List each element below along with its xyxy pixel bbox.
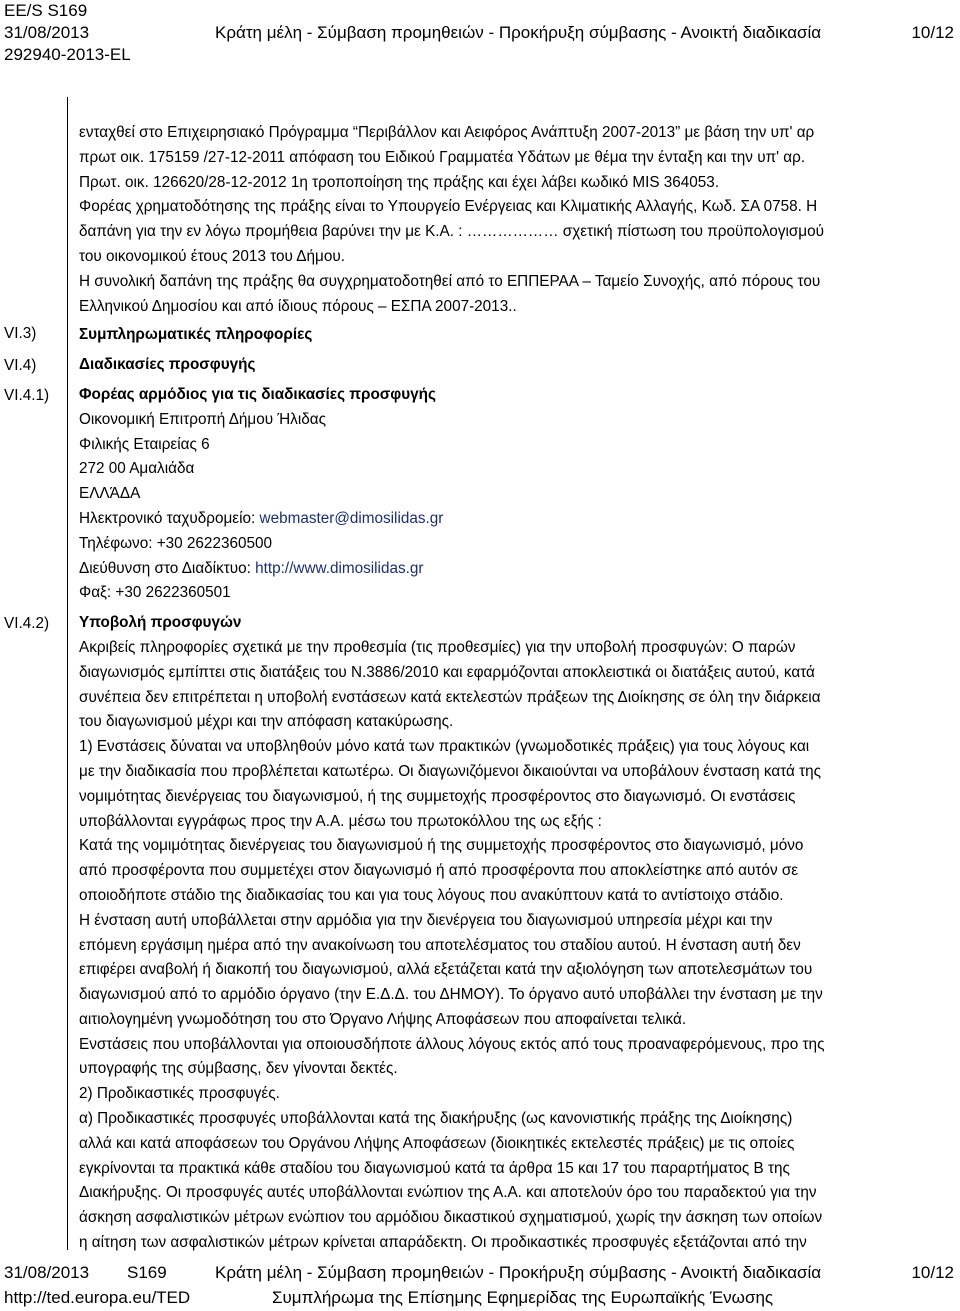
section-number-vi42: VI.4.2)	[4, 615, 50, 632]
email-link[interactable]: webmaster@dimosilidas.gr	[259, 509, 444, 527]
phone-line	[79, 532, 945, 557]
header-date: 31/08/2013	[4, 23, 90, 42]
phone-value: +30 2622360500	[156, 534, 272, 552]
text-line: Φορέας χρηματοδότησης της πράξης είναι το Υπουργείο Ενέργειας και Κλιματικής Αλλαγής, Κωδ. ΣΑ 0758. Η	[79, 198, 818, 216]
text-line: ενταχθεί στο Επιχειρησιακό Πρόγραμμα “Περιβάλλον και Αειφόρος Ανάπτυξη 2007-2013” με βάση την υπ' αρ	[79, 124, 815, 141]
doc-code: EE/S S169	[4, 1, 88, 20]
section-number-vi3: VI.3)	[4, 325, 37, 342]
fax-line	[79, 581, 945, 606]
funding-paragraph	[79, 121, 945, 319]
text-line: Διακήρυξης. Οι προσφυγές αυτές υποβάλλονται ενώπιον της Α.Α. και αποτελούν όρο του παραδεκτού για την	[79, 1184, 817, 1202]
section-title-vi42: Υποβολή προσφυγών	[79, 614, 242, 632]
text-line: Ακριβείς πληροφορίες σχετικά με την προθεσμία (τις προθεσμίες) για την υποβολή προσφυγών: Ο παρών	[79, 638, 796, 656]
website-label: Διεύθυνση στο Διαδίκτυο:	[79, 559, 256, 577]
authority-name: Οικονομική Επιτροπή Δήμου Ήλιδας	[79, 410, 326, 428]
text-line: επιφέρει αναβολή ή διακοπή του διαγωνισμού, αλλά εξετάζεται κατά την αξιολόγηση των αποτελεσμάτων του	[79, 961, 813, 979]
text-line: εγκρίνονται τα πρακτικά κάθε σταδίου του διαγωνισμού κατά τα άρθρα 15 και 17 του παραρτήματος Β της	[79, 1159, 790, 1177]
footer-page-number: 10/12	[911, 1263, 954, 1282]
header-title: Κράτη μέλη - Σύμβαση προμηθειών - Προκήρυξη σύμβασης - Ανοικτή διαδικασία	[215, 23, 822, 42]
text-line: του διαγωνισμού μέχρι και την απόφαση κατακύρωσης.	[79, 713, 454, 731]
text-line: νομιμότητας διενέργειας του διαγωνισμού, ή της συμμετοχής προσφέροντος στο διαγωνισμό. Οι ενστάσεις	[79, 787, 796, 805]
text-line: πρωτ οικ. 175159 /27-12-2011 απόφαση του Ειδικού Γραμματέα Υδάτων με θέμα την ένταξη και την υπ' αρ.	[79, 148, 806, 166]
text-line: συνέπεια δεν επιτρέπεται η υποβολή ενστάσεων κατά εκτελεστών πράξεων της Διοίκησης σε όλη την διάρκεια	[79, 688, 821, 706]
text-line: οποιοδήποτε στάδιο της διαδικασίας του και για τους λόγους που ανακύπτουν κατά το αντίστοιχο στάδιο.	[79, 886, 784, 904]
street-address: Φιλικής Εταιρείας 6	[79, 435, 210, 453]
text-line: Κατά της νομιμότητας διενέργειας του διαγωνισμού ή της συμμετοχής προσφέροντος στο διαγωνισμό, μόνο	[79, 837, 804, 855]
text-line: 1) Ενστάσεις δύναται να υποβληθούν μόνο κατά των πρακτικών (γνωμοδοτικές πράξεις) για τους λόγους και	[79, 738, 810, 756]
postal-code: 272 00 Αμαλιάδα	[79, 460, 195, 478]
email-label: Ηλεκτρονικό ταχυδρομείο:	[79, 509, 260, 527]
footer-url-link[interactable]: http://ted.europa.eu/TED	[4, 1288, 191, 1307]
notice-id: 292940-2013-EL	[4, 45, 131, 64]
footer-supplement: Συμπλήρωμα της Επίσημης Εφημερίδας της Ευρωπαϊκής Ένωσης	[272, 1288, 774, 1307]
appeals-body-address	[79, 408, 945, 606]
fax-label: Φαξ:	[79, 584, 116, 602]
page-header	[0, 0, 960, 68]
text-line: Ενστάσεις που υποβάλλονται για οποιουσδήποτε άλλους λόγους εκτός από τους προαναφερόμενους, προ της	[79, 1035, 825, 1053]
text-line: α) Προδικαστικές προσφυγές υποβάλλονται κατά της διακήρυξης (ως κανονιστικής πράξης της Διοίκησης)	[79, 1110, 793, 1128]
section-number-vi4: VI.4)	[4, 357, 37, 374]
section-title-vi4: Διαδικασίες προσφυγής	[79, 356, 256, 374]
text-line: του οικονομικού έτους 2013 του Δήμου.	[79, 247, 345, 265]
header-page-number: 10/12	[911, 23, 954, 42]
text-line: υποβάλλονται εγγράφως προς την Α.Α. μέσω του πρωτοκόλλου της ως εξής :	[79, 812, 602, 830]
footer-series: S169	[127, 1263, 167, 1282]
section-title-vi41: Φορέας αρμόδιος για τις διαδικασίες προσφυγής	[79, 385, 436, 403]
footer-title: Κράτη μέλη - Σύμβαση προμηθειών - Προκήρυξη σύμβασης - Ανοικτή διαδικασία	[215, 1263, 822, 1282]
text-line: Η συνολική δαπάνη της πράξης θα συγχρηματοδοτηθεί από το ΕΠΠΕΡΑΑ – Ταμείο Συνοχής, από πόρους του	[79, 272, 821, 290]
text-line: δαπάνη για την εν λόγω προμήθεια βαρύνει την με Κ.Α. : ……………… σχετική πίστωση του προϋπολογισμού	[79, 223, 824, 241]
website-link[interactable]: http://www.dimosilidas.gr	[255, 559, 424, 577]
text-line: υπογραφής της σύμβασης, δεν γίνονται δεκτές.	[79, 1060, 398, 1078]
text-line: αλλά και κατά αποφάσεων του Οργάνου Λήψης Αποφάσεων (διοικητικές εκτελεστές πράξεις) με τις οποίες	[79, 1134, 795, 1152]
text-line: αιτιολογημένη γνωμοδότηση του στο Όργανο Λήψης Αποφάσεων που αποφαίνεται τελικά.	[79, 1010, 687, 1028]
text-line: διαγωνισμός εμπίπτει στις διατάξεις του Ν.3886/2010 και εφαρμόζονται αποκλειστικά οι διατάξεις αυτού, κατά	[79, 663, 815, 681]
email-line	[79, 507, 945, 532]
text-line: 2) Προδικαστικές προσφυγές.	[79, 1085, 280, 1103]
text-line: η αίτηση των ασφαλιστικών μέτρων κρίνεται απαράδεκτη. Οι προδικαστικές προσφυγές εξετάζονται από την	[79, 1234, 807, 1252]
text-line: άσκηση ασφαλιστικών μέτρων ενώπιον του αρμόδιου δικαστικού σχηματισμού, χωρίς την άσκηση των οποίων	[79, 1209, 823, 1227]
text-line: από προσφέροντα που συμμετέχει στον διαγωνισμό ή από προσφέροντα που αποκλείστηκε από αυτόν σε	[79, 862, 799, 880]
footer-date: 31/08/2013	[4, 1263, 90, 1282]
website-line	[79, 557, 945, 582]
text-line: με την διαδικασία που προβλέπεται κατωτέρω. Οι διαγωνιζόμενοι δικαιούνται να υποβάλουν ένσταση κατά της	[79, 762, 822, 780]
text-line: επόμενη εργάσιμη ημέρα από την ανακοίνωση του αποτελέσματος του σταδίου αυτού. Η ένσταση αυτή δεν	[79, 936, 801, 954]
fax-value: +30 2622360501	[115, 584, 231, 602]
phone-label: Τηλέφωνο:	[79, 534, 157, 552]
country: ΕΛΛΆΔΑ	[79, 485, 141, 503]
text-line: Ελληνικού Δημοσίου και από ίδιους πόρους – ΕΣΠΑ 2007-2013..	[79, 297, 517, 315]
section-divider-line	[67, 97, 68, 1250]
page-body	[79, 121, 945, 1256]
text-line: Η ένσταση αυτή υποβάλλεται στην αρμόδια για την διενέργεια του διαγωνισμού υπηρεσία μέχρι και την	[79, 911, 773, 929]
appeals-paragraph	[79, 636, 945, 1256]
section-number-vi41: VI.4.1)	[4, 387, 50, 404]
text-line: διαγωνισμού από το αρμόδιο όργανο (την Ε.Δ.Δ. του ΔΗΜΟΥ). Το όργανο αυτό υποβάλλει την ένσταση με την	[79, 986, 823, 1004]
section-title-vi3: Συμπληρωματικές πληροφορίες	[79, 326, 313, 344]
text-line: Πρωτ. οικ. 126620/28-12-2012 1η τροποποίηση της πράξης και έχει λάβει κωδικό MIS 364053.	[79, 173, 720, 191]
page-footer	[0, 1262, 960, 1311]
